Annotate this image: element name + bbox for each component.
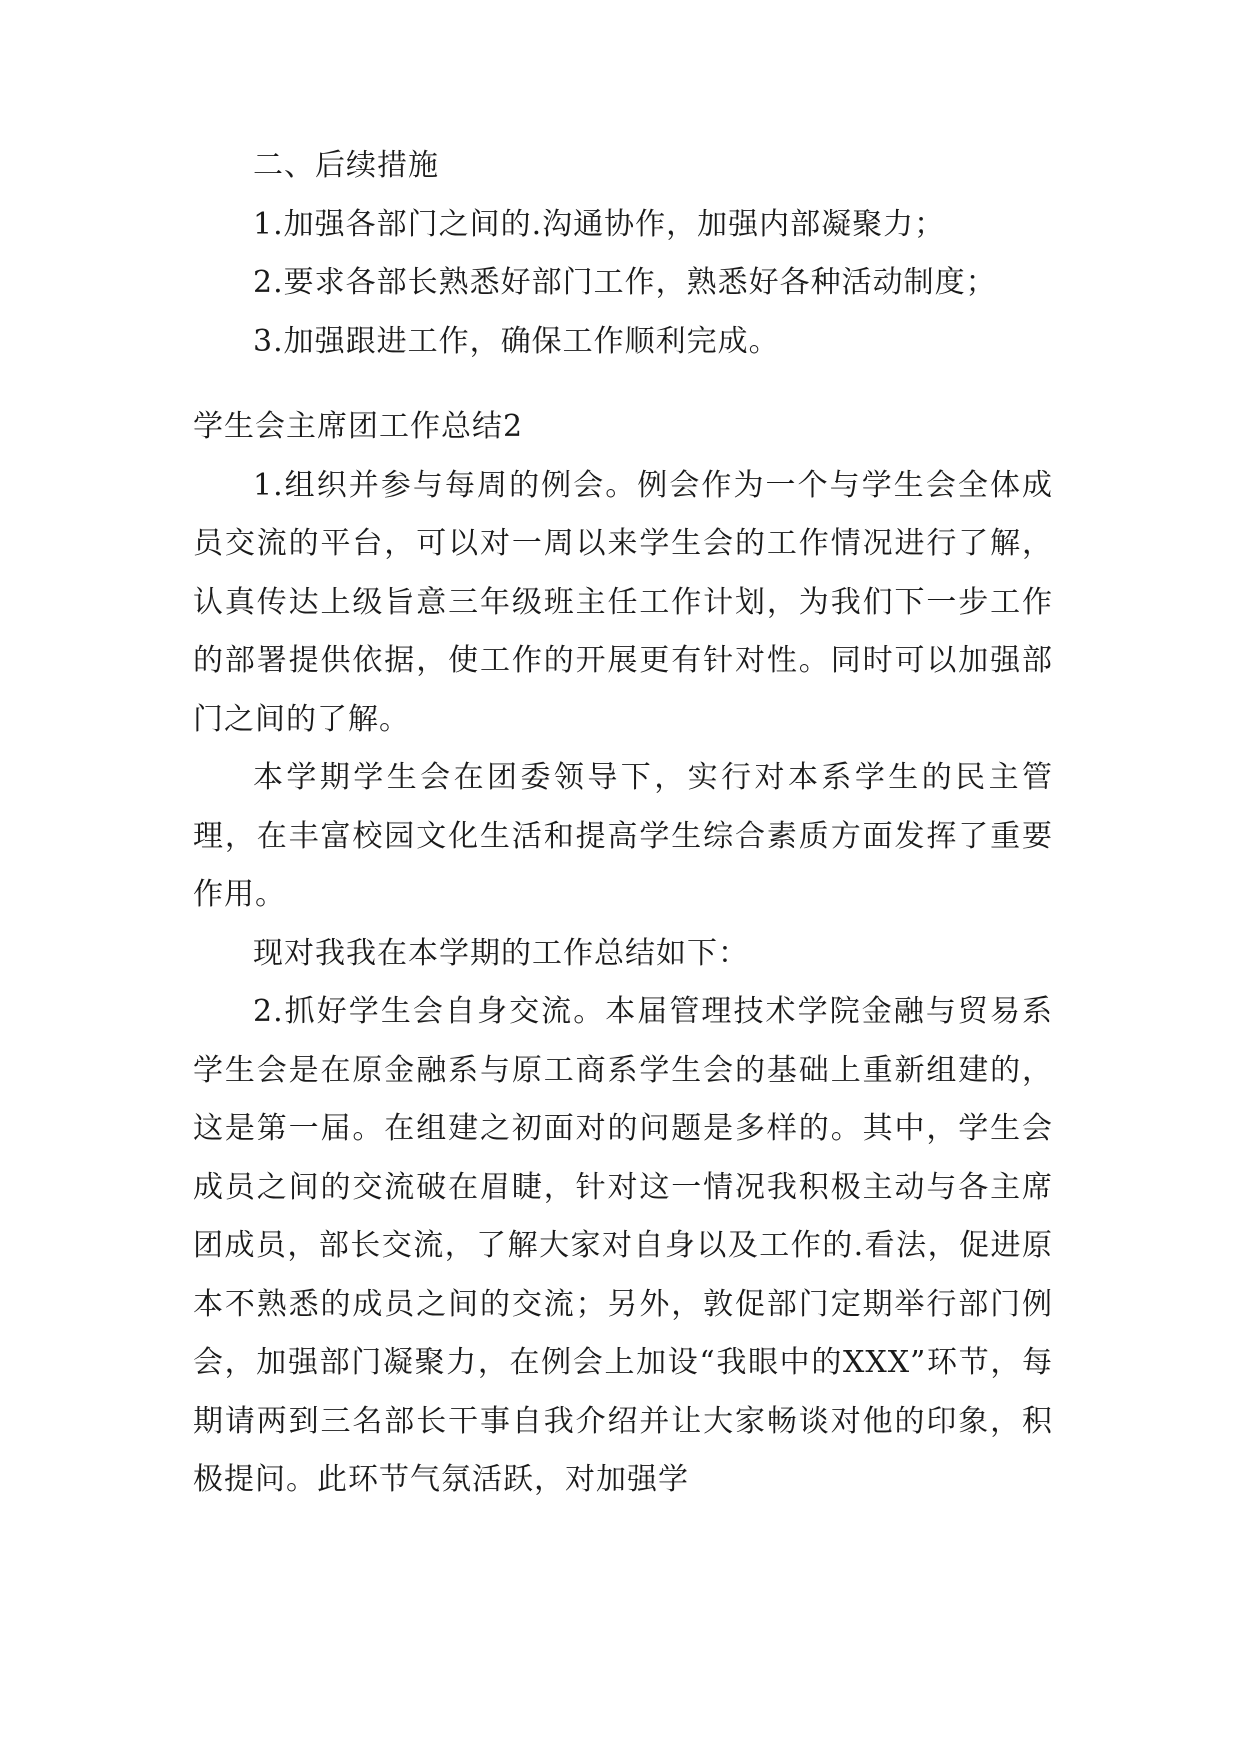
measure-item-1: 1.加强各部门之间的.沟通协作，加强内部凝聚力； bbox=[253, 206, 946, 242]
document-title: 学生会主席团工作总结2 bbox=[193, 409, 524, 444]
follow-up-measures-section bbox=[193, 137, 1053, 371]
section-heading: 二、后续措施 bbox=[253, 148, 439, 183]
measure-item-3: 3.加强跟进工作，确保工作顺利完成。 bbox=[253, 323, 780, 359]
work-summary-section bbox=[193, 398, 1053, 1510]
body-paragraph-4: 2.抓好学生会自身交流。本届管理技术学院金融与贸易系学生会是在原金融系与原工商系学生会的基础上重新组建的，这是第一届。在组建之初面对的问题是多样的。其中，学生会成员之间的交流破在眉睫，针对这一情况我积极主动与各主席团成员，部长交流，了解大家对自身以及工作的.看法，促进原本不熟悉的成员之间的交流；另外，敦促部门定期举行部门例会，加强部门凝聚力，在例会上加设“我眼中的XXX”环节，每期请两到三名部长干事自我介绍并让大家畅谈对他的印象，积极提问。此环节气氛活跃，对加强学 bbox=[193, 994, 1053, 1497]
body-paragraph-2: 本学期学生会在团委领导下，实行对本系学生的民主管理，在丰富校园文化生活和提高学生综合素质方面发挥了重要作用。 bbox=[193, 760, 1053, 912]
body-paragraph-1: 1.组织并参与每周的例会。例会作为一个与学生会全体成员交流的平台，可以对一周以来学生会的工作情况进行了解，认真传达上级旨意三年级班主任工作计划，为我们下一步工作的部署提供依据，使工作的开展更有针对性。同时可以加强部门之间的了解。 bbox=[193, 467, 1053, 737]
measure-item-2: 2.要求各部长熟悉好部门工作，熟悉好各种活动制度； bbox=[253, 265, 997, 300]
body-paragraph-3: 现对我我在本学期的工作总结如下： bbox=[253, 935, 749, 971]
